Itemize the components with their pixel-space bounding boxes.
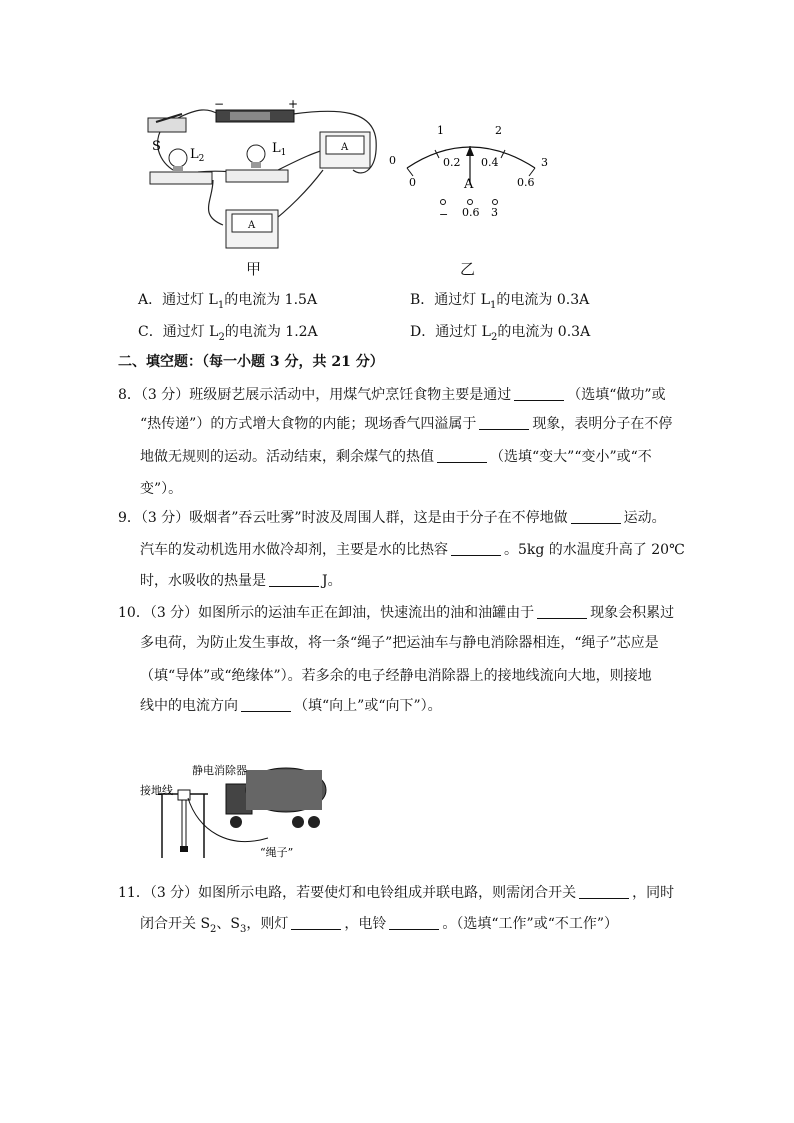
circuit-diagram: [138, 100, 388, 260]
q10-line2: 多电荷，为防止发生事故，将一条“绳子”把运油车与静电消除器相连，“绳子”芯应是: [140, 635, 659, 651]
switch-board: [148, 118, 186, 132]
label-device: 静电消除器: [192, 764, 247, 777]
ammeter-dial: [385, 118, 565, 228]
svg-text:A: A: [341, 142, 349, 153]
lamp2-base: [150, 172, 212, 184]
label-ground: 接地线: [140, 784, 173, 797]
lamp2-label: $L_2$: [190, 147, 205, 164]
section-heading: 二、填空题：（每一小题 3 分，共 21 分）: [118, 354, 384, 370]
option-c: C．通过灯 $L_2$的电流为 1.2A: [138, 324, 318, 343]
q8-blank2[interactable]: [479, 415, 529, 430]
figure-caption-jia: 甲: [246, 260, 262, 278]
svg-text:0.6: 0.6: [517, 176, 535, 189]
lamp1-label: $L_1$: [272, 141, 287, 158]
svg-text:3: 3: [491, 206, 498, 219]
q8-line2: “热传递”）的方式增大食物的内能；现场香气四溢属于 现象，表明分子在不停: [140, 416, 673, 432]
q8-line3: 地做无规则的运动。活动结束，剩余煤气的热值 （选填“变大”“变小”或“不: [140, 449, 652, 465]
q10-line4: 线中的电流方向 （填“向上”或“向下”）。: [140, 698, 442, 714]
q9-line3: 时，水吸收的热量是 J。: [140, 573, 342, 589]
figure-caption-yi: 乙: [460, 260, 476, 278]
q9-blank3[interactable]: [269, 572, 319, 587]
svg-text:0.2: 0.2: [443, 156, 461, 169]
q9-line1: 9．（3 分）吸烟者”吞云吐雾”时波及周围人群，这是由于分子在不停地做 运动。: [118, 510, 666, 526]
q10-blank1[interactable]: [537, 604, 587, 619]
svg-text:0.4: 0.4: [481, 156, 499, 169]
q11-blank2[interactable]: [291, 915, 341, 930]
q8-line4: 变”）。: [140, 481, 183, 497]
ammeter-dial-figure: [385, 118, 565, 228]
svg-text:0: 0: [409, 176, 416, 189]
q8-blank3[interactable]: [437, 448, 487, 463]
q8-line1: 8．（3 分）班级厨艺展示活动中，用煤气炉烹饪食物主要是通过 （选填“做功”或: [118, 387, 666, 403]
q10-line1: 10．（3 分）如图所示的运油车正在卸油，快速流出的油和油罐由于 现象会积累过: [118, 605, 675, 621]
q9-line2: 汽车的发动机选用水做冷却剂，主要是水的比热容 。5kg 的水温度升高了 20℃: [140, 542, 685, 558]
circuit-figure: [138, 100, 388, 260]
q11-blank1[interactable]: [579, 884, 629, 899]
q10-blank2[interactable]: [241, 697, 291, 712]
svg-text:3: 3: [541, 156, 548, 169]
svg-text:−: −: [439, 208, 449, 221]
q10-line3: （填“导体”或“绝缘体”）。若多余的电子经静电消除器上的接地线流向大地，则接地: [140, 668, 652, 684]
option-b: B．通过灯 $L_1$的电流为 0.3A: [410, 292, 590, 311]
label-rope: “绳子”: [260, 846, 294, 859]
unit-label: A: [464, 177, 474, 192]
svg-text:1: 1: [437, 124, 444, 137]
lamp1-base: [226, 170, 288, 182]
q11-line2: 闭合开关 $S_2$、$S_3$，则灯 ，电铃 。（选填“工作”或“不工作”）: [140, 916, 619, 935]
battery-minus: −: [214, 100, 225, 111]
svg-text:0: 0: [389, 154, 396, 167]
truck-figure: [138, 760, 338, 870]
q11-blank3[interactable]: [389, 915, 439, 930]
q9-blank2[interactable]: [451, 541, 501, 556]
switch-label: S: [152, 139, 161, 154]
q8-blank1[interactable]: [514, 386, 564, 401]
q9-blank1[interactable]: [571, 509, 621, 524]
svg-text:A: A: [248, 220, 256, 231]
q11-line1: 11．（3 分）如图所示电路，若要使灯和电铃组成并联电路，则需闭合开关 ，同时: [118, 885, 675, 901]
battery-plus: +: [288, 100, 299, 111]
option-d: D．通过灯 $L_2$的电流为 0.3A: [410, 324, 591, 343]
option-a: A．通过灯 $L_1$的电流为 1.5A: [138, 292, 318, 311]
truck-diagram: [138, 760, 338, 870]
svg-text:0.6: 0.6: [462, 206, 480, 219]
svg-text:2: 2: [495, 124, 502, 137]
